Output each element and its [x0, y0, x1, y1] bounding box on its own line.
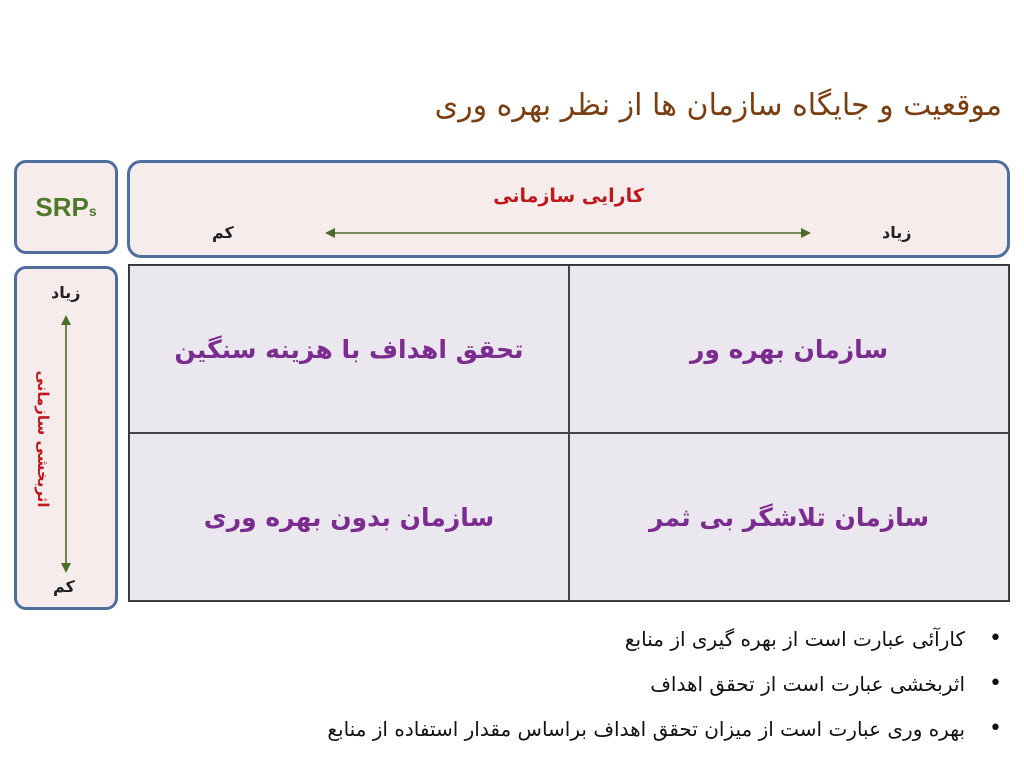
- cell-fruitless-org: سازمان تلاشگر بی ثمر: [569, 433, 1009, 601]
- srp-subscript: s: [88, 202, 97, 219]
- srp-label: [35, 192, 96, 223]
- productivity-matrix: [128, 264, 1010, 602]
- effectiveness-axis-box: [14, 266, 118, 610]
- bullet-text: کارآئی عبارت است از بهره گیری از منابع: [624, 626, 966, 651]
- bullet-dot-icon: •: [989, 715, 1002, 741]
- cell-high-cost-goals: تحقق اهداف با هزینه سنگین: [129, 265, 569, 433]
- effectiveness-low-label: کم: [53, 577, 75, 596]
- list-item: [182, 616, 1002, 661]
- effectiveness-high-label: زیاد: [51, 283, 81, 302]
- bullet-dot-icon: •: [989, 625, 1002, 651]
- efficiency-double-arrow-icon: [325, 226, 811, 240]
- slide-title: موقعیت و جایگاه سازمان ها از نظر بهره وری: [434, 88, 1002, 123]
- bullet-text: اثربخشی عبارت است از تحقق اهداف: [650, 671, 966, 696]
- cell-unproductive-org: سازمان بدون بهره وری: [129, 433, 569, 601]
- effectiveness-axis-label: اثربخشی سازمانی: [34, 370, 52, 508]
- cell-productive-org: سازمان بهره ور: [569, 265, 1009, 433]
- srp-badge: [14, 160, 118, 254]
- effectiveness-double-arrow-icon: [59, 315, 73, 573]
- list-item: [182, 706, 1002, 751]
- efficiency-axis-label: کارایی سازمانی: [493, 185, 644, 207]
- bullet-text: بهره وری عبارت است از میزان تحقق اهداف براساس مقدار استفاده از منابع: [327, 716, 966, 741]
- definitions-list: [182, 616, 1002, 751]
- list-item: [182, 661, 1002, 706]
- efficiency-high-label: زیاد: [882, 223, 912, 242]
- srp-main: SRP: [35, 191, 89, 222]
- bullet-dot-icon: •: [989, 670, 1002, 696]
- efficiency-low-label: کم: [212, 223, 234, 242]
- efficiency-axis-box: [127, 160, 1010, 258]
